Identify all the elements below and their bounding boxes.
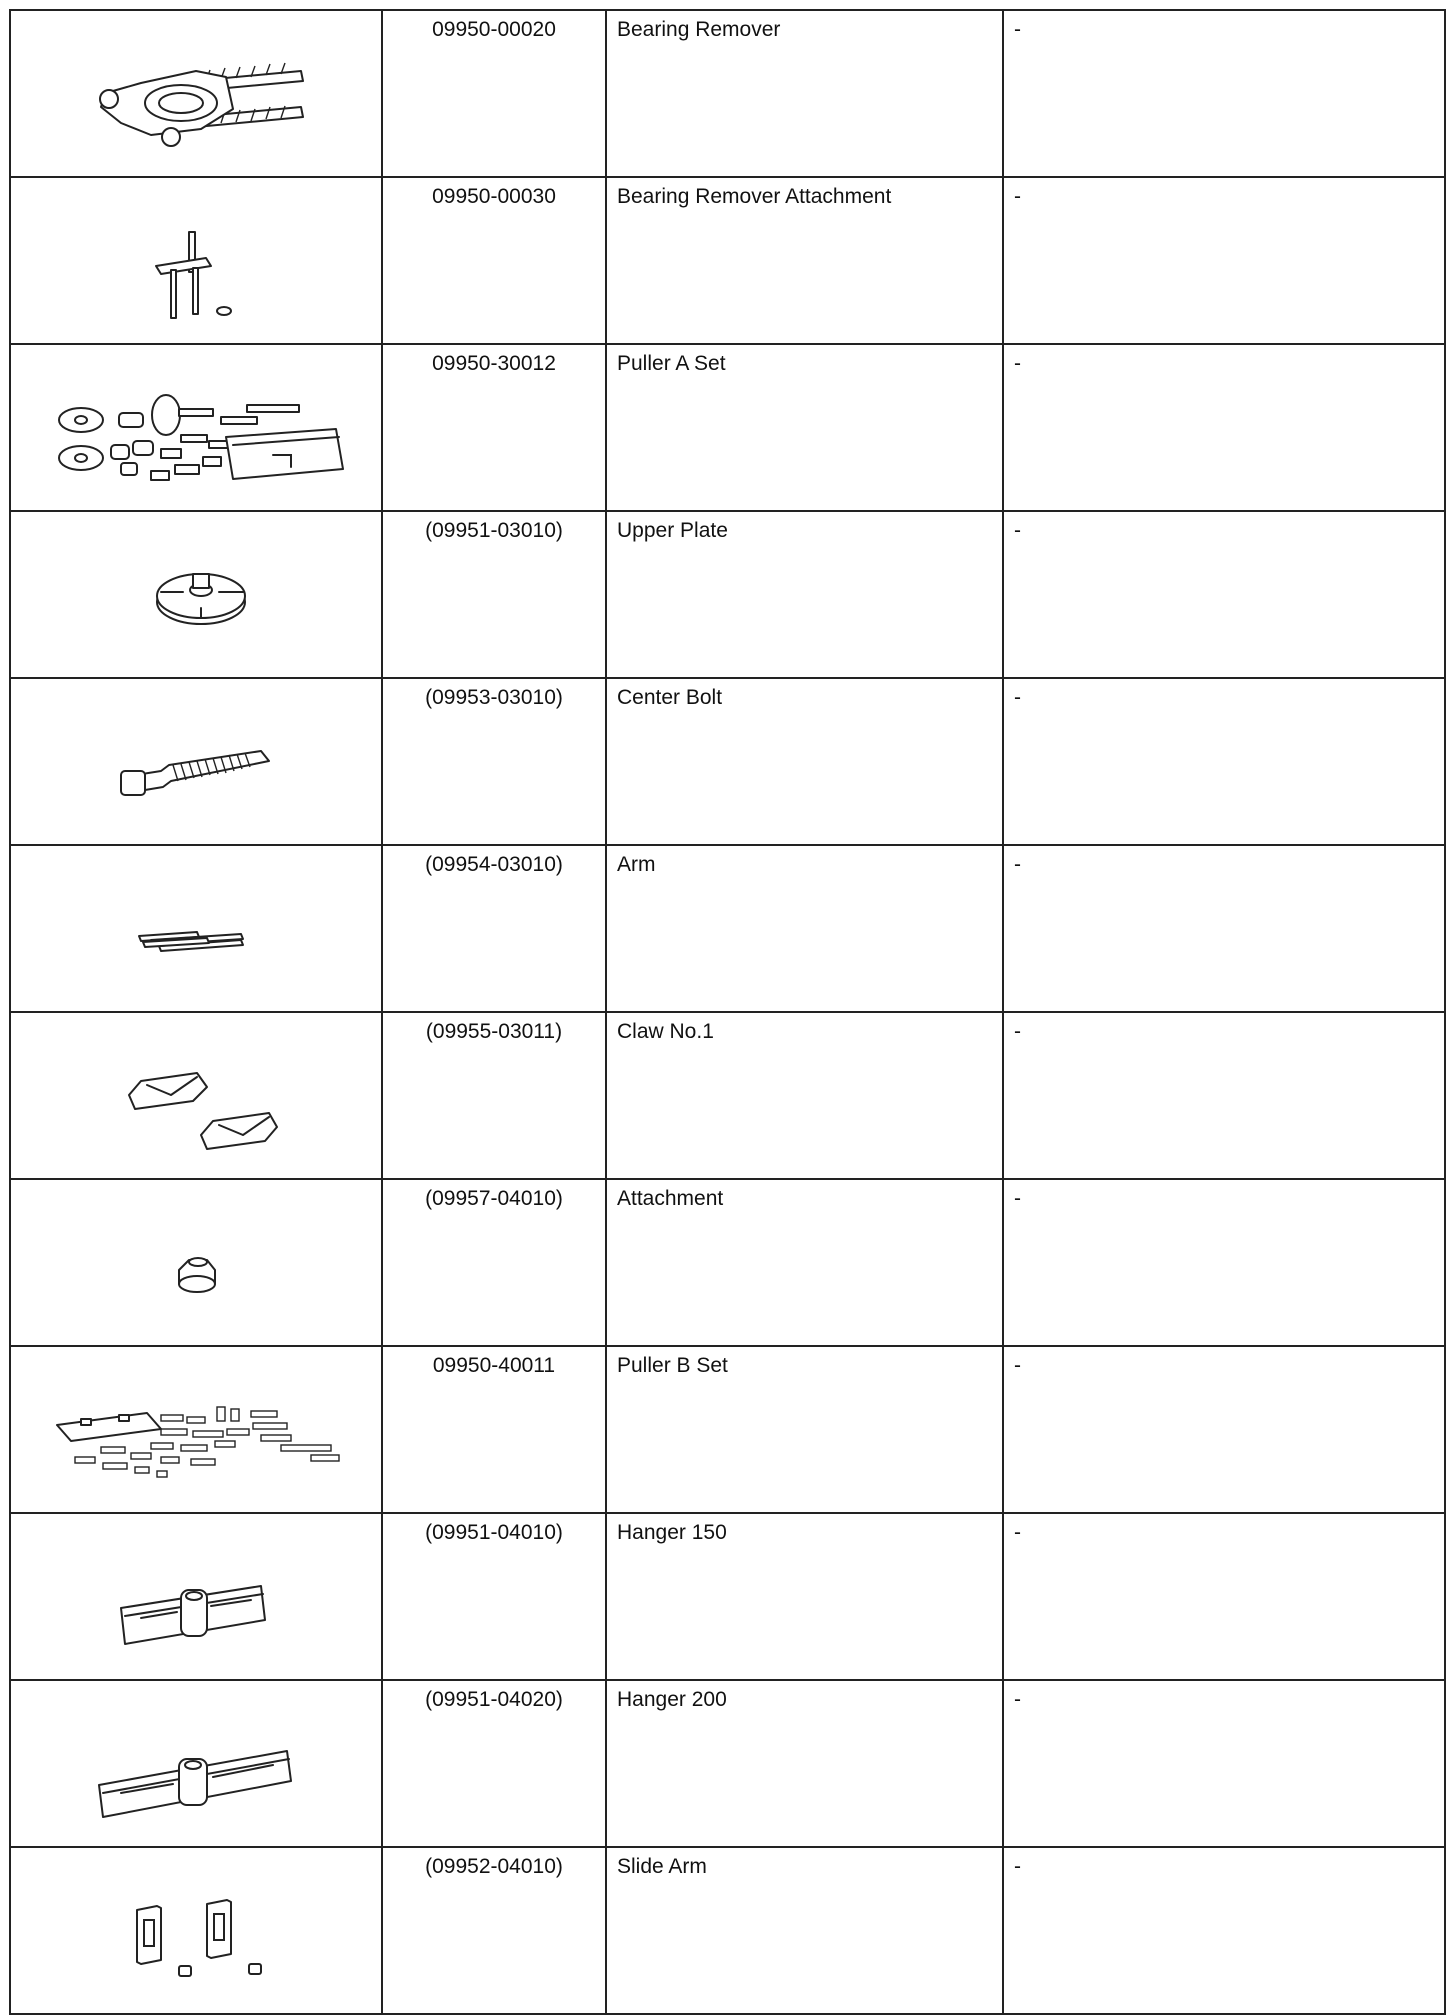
table-row <box>10 1346 1445 1513</box>
part-number: (09952-04010) <box>382 1847 606 2014</box>
center-bolt-icon <box>11 679 381 837</box>
part-number: 09950-00020 <box>382 10 606 177</box>
tool-note: - <box>1003 511 1445 678</box>
tool-note: - <box>1003 177 1445 344</box>
table-row <box>10 1680 1445 1847</box>
attachment-icon <box>11 1180 381 1338</box>
illustration-cell <box>10 10 382 177</box>
illustration-cell <box>10 1680 382 1847</box>
bearing-remover-attachment-icon <box>11 178 381 336</box>
tool-name: Claw No.1 <box>606 1012 1003 1179</box>
illustration-cell <box>10 344 382 511</box>
part-number: (09953-03010) <box>382 678 606 845</box>
part-number: (09951-04010) <box>382 1513 606 1680</box>
tool-note: - <box>1003 10 1445 177</box>
tool-note: - <box>1003 1179 1445 1346</box>
part-number: 09950-40011 <box>382 1346 606 1513</box>
special-tools-table <box>9 9 1446 2015</box>
tool-note: - <box>1003 1012 1445 1179</box>
illustration-cell <box>10 1179 382 1346</box>
tool-note: - <box>1003 344 1445 511</box>
table-row <box>10 10 1445 177</box>
puller-a-set-icon <box>11 345 381 503</box>
tool-name: Puller B Set <box>606 1346 1003 1513</box>
tool-note: - <box>1003 1346 1445 1513</box>
part-number: 09950-30012 <box>382 344 606 511</box>
tool-note: - <box>1003 1680 1445 1847</box>
table-row <box>10 177 1445 344</box>
table-row <box>10 678 1445 845</box>
special-tools-sheet <box>9 9 1446 2015</box>
tool-name: Hanger 150 <box>606 1513 1003 1680</box>
tool-note: - <box>1003 678 1445 845</box>
tool-name: Puller A Set <box>606 344 1003 511</box>
illustration-cell <box>10 1513 382 1680</box>
puller-b-set-icon <box>11 1347 381 1505</box>
tool-name: Bearing Remover <box>606 10 1003 177</box>
arm-icon <box>11 846 381 1004</box>
slide-arm-icon <box>11 1848 381 2006</box>
part-number: (09955-03011) <box>382 1012 606 1179</box>
table-row <box>10 1179 1445 1346</box>
illustration-cell <box>10 1346 382 1513</box>
bearing-remover-icon <box>11 11 381 169</box>
part-number: 09950-00030 <box>382 177 606 344</box>
table-row <box>10 1847 1445 2014</box>
part-number: (09957-04010) <box>382 1179 606 1346</box>
hanger-200-icon <box>11 1681 381 1839</box>
tool-name: Attachment <box>606 1179 1003 1346</box>
upper-plate-icon <box>11 512 381 670</box>
hanger-150-icon <box>11 1514 381 1672</box>
part-number: (09954-03010) <box>382 845 606 1012</box>
illustration-cell <box>10 1012 382 1179</box>
tool-name: Arm <box>606 845 1003 1012</box>
table-row <box>10 1012 1445 1179</box>
tool-note: - <box>1003 1513 1445 1680</box>
tool-note: - <box>1003 845 1445 1012</box>
tool-name: Upper Plate <box>606 511 1003 678</box>
tool-name: Hanger 200 <box>606 1680 1003 1847</box>
illustration-cell <box>10 845 382 1012</box>
table-row <box>10 511 1445 678</box>
illustration-cell <box>10 678 382 845</box>
illustration-cell <box>10 511 382 678</box>
part-number: (09951-04020) <box>382 1680 606 1847</box>
tool-name: Bearing Remover Attachment <box>606 177 1003 344</box>
tool-name: Slide Arm <box>606 1847 1003 2014</box>
tool-name: Center Bolt <box>606 678 1003 845</box>
illustration-cell <box>10 1847 382 2014</box>
table-row <box>10 344 1445 511</box>
table-row <box>10 1513 1445 1680</box>
claw-icon <box>11 1013 381 1171</box>
tool-note: - <box>1003 1847 1445 2014</box>
illustration-cell <box>10 177 382 344</box>
table-row <box>10 845 1445 1012</box>
part-number: (09951-03010) <box>382 511 606 678</box>
